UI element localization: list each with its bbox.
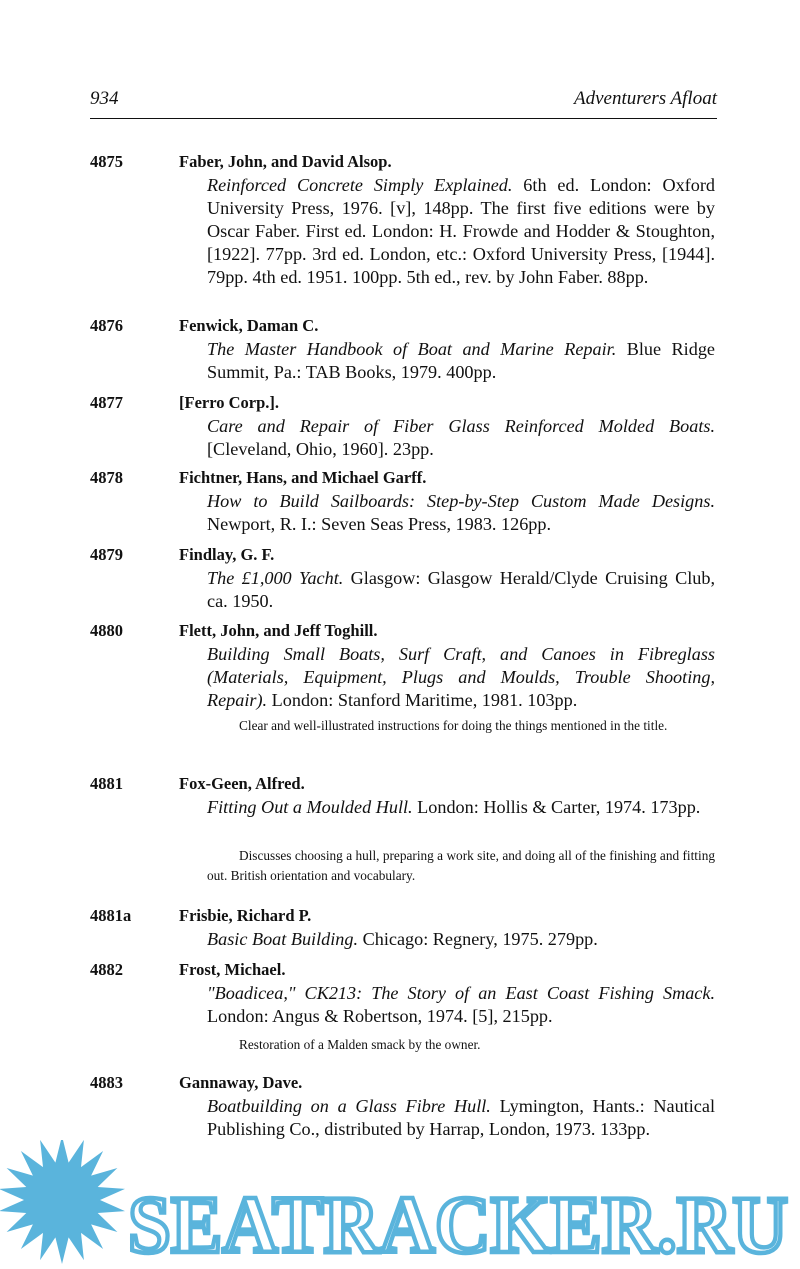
entry-citation bbox=[207, 1095, 715, 1141]
entry-title: Care and Repair of Fiber Glass Reinforced Molded Boats. bbox=[207, 416, 715, 436]
entry-details: [Cleveland, Ohio, 1960]. 23pp. bbox=[207, 439, 434, 459]
entry-author: Frost, Michael. bbox=[179, 960, 286, 979]
entry-citation bbox=[207, 415, 715, 461]
entry-details: Newport, R. I.: Seven Seas Press, 1983. 126pp. bbox=[207, 514, 552, 534]
entry-citation bbox=[207, 490, 715, 536]
entry-title: Building Small Boats, Surf Craft, and Canoes in Fibreglass (Materials, Equipment, Plugs and Moulds, Trouble Shooting, Repair). bbox=[207, 644, 715, 710]
entry-details: 6th ed. London: Oxford University Press, 1976. [v], 148pp. The first five editions were by Oscar Faber. First ed. London: H. Frowde and Hodder & Stoughton, [1922]. 77pp. 3rd ed. London, etc.: Oxford University Press, [1944]. 79pp. 4th ed. 1951. 100pp. 5th ed., rev. by John Faber. 88pp. bbox=[207, 175, 715, 287]
entry-annotation: Discusses choosing a hull, preparing a work site, and doing all of the finishing and fitting out. British orientation and vocabulary. bbox=[207, 848, 715, 883]
entry-title: The Master Handbook of Boat and Marine Repair. bbox=[207, 339, 617, 359]
entry-citation bbox=[207, 567, 715, 613]
entry-author: [Ferro Corp.]. bbox=[179, 393, 280, 412]
entry-number: 4879 bbox=[90, 545, 123, 564]
entry-annotation: Restoration of a Malden smack by the owner. bbox=[239, 1037, 481, 1052]
entry-number: 4878 bbox=[90, 468, 123, 487]
entry-title: The £1,000 Yacht. bbox=[207, 568, 344, 588]
entry-number: 4877 bbox=[90, 393, 123, 412]
entry-citation bbox=[207, 928, 715, 951]
page-number: 934 bbox=[90, 88, 119, 109]
entry-details: London: Hollis & Carter, 1974. 173pp. bbox=[412, 797, 701, 817]
entry-number: 4880 bbox=[90, 621, 123, 640]
entry-author: Findlay, G. F. bbox=[179, 545, 275, 564]
entry-title: "Boadicea," CK213: The Story of an East Coast Fishing Smack. bbox=[207, 983, 715, 1003]
watermark-text: SEATRACKER.RU bbox=[128, 1179, 788, 1269]
entry-annotation: Clear and well-illustrated instructions for doing the things mentioned in the title. bbox=[239, 718, 668, 733]
entry-author: Flett, John, and Jeff Toghill. bbox=[179, 621, 378, 640]
entry-title: Fitting Out a Moulded Hull. bbox=[207, 797, 413, 817]
entry-author: Gannaway, Dave. bbox=[179, 1073, 303, 1092]
entry-title: How to Build Sailboards: Step-by-Step Custom Made Designs. bbox=[207, 491, 715, 511]
entry-author: Fichtner, Hans, and Michael Garff. bbox=[179, 468, 427, 487]
entry-details: London: Stanford Maritime, 1981. 103pp. bbox=[267, 690, 578, 710]
entry-title: Reinforced Concrete Simply Explained. bbox=[207, 175, 513, 195]
entry-details: London: Angus & Robertson, 1974. [5], 215pp. bbox=[207, 1006, 553, 1026]
entry-author: Faber, John, and David Alsop. bbox=[179, 152, 392, 171]
entry-title: Basic Boat Building. bbox=[207, 929, 359, 949]
entry-details: Glasgow: Glasgow Herald/Clyde Cruising Club, ca. 1950. bbox=[207, 568, 715, 611]
entry-citation bbox=[207, 338, 715, 384]
sun-burst-icon bbox=[0, 1140, 125, 1264]
entry-number: 4883 bbox=[90, 1073, 123, 1092]
running-title: Adventurers Afloat bbox=[573, 88, 717, 109]
entry-details: Lymington, Hants.: Nautical Publishing Co., distributed by Harrap, London, 1973. 133pp. bbox=[207, 1096, 715, 1139]
entry-citation bbox=[207, 643, 715, 712]
entry-number: 4875 bbox=[90, 152, 123, 171]
entry-citation bbox=[207, 796, 715, 819]
entry-author: Fenwick, Daman C. bbox=[179, 316, 319, 335]
entry-details: Chicago: Regnery, 1975. 279pp. bbox=[358, 929, 598, 949]
entry-number: 4881a bbox=[90, 906, 132, 925]
watermark bbox=[0, 1140, 800, 1269]
entry-citation bbox=[207, 174, 715, 289]
entry-number: 4881 bbox=[90, 774, 123, 793]
entry-citation bbox=[207, 982, 715, 1028]
entry-details: Blue Ridge Summit, Pa.: TAB Books, 1979. 400pp. bbox=[207, 339, 715, 382]
entry-author: Fox-Geen, Alfred. bbox=[179, 774, 305, 793]
entry-number: 4882 bbox=[90, 960, 123, 979]
entry-author: Frisbie, Richard P. bbox=[179, 906, 312, 925]
entry-title: Boatbuilding on a Glass Fibre Hull. bbox=[207, 1096, 491, 1116]
running-header bbox=[90, 88, 717, 119]
entry-number: 4876 bbox=[90, 316, 123, 335]
